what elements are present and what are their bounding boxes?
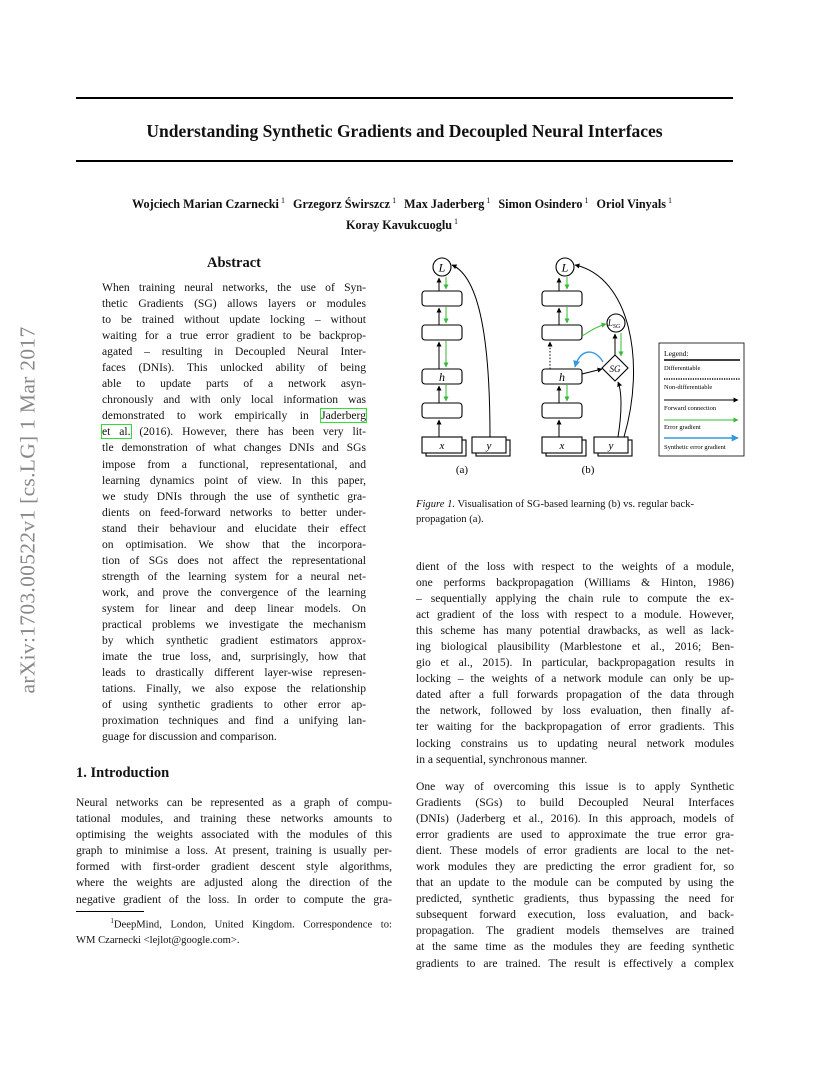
- citation-link[interactable]: et al.: [102, 425, 131, 439]
- panel-b-label: (b): [581, 464, 595, 476]
- abstract-line: able to update parts of a network asyn-: [102, 377, 366, 391]
- legend-title: Legend:: [664, 349, 689, 358]
- footnote-rule: [76, 911, 144, 912]
- author-name: Koray Kavukcuoglu: [346, 218, 452, 233]
- citation-link[interactable]: Jaderberg: [321, 409, 366, 423]
- footnote-text: DeepMind, London, United Kingdom. Correspondence to:: [113, 919, 392, 931]
- body-line: subsequent forward execution, loss evaluation, and back-: [416, 908, 734, 922]
- footnote-marker: 1: [110, 917, 114, 925]
- body-line: dated after a full forwards propagation of the data through: [416, 688, 734, 702]
- abstract-line: work, and prove the convergence of the learning: [102, 585, 366, 599]
- title-rule-bottom: [76, 160, 733, 162]
- affiliation-marker: 1: [584, 196, 589, 205]
- abstract-line: leads to drastically different layer-wise represen-: [102, 666, 366, 680]
- abstract-line: agated – resulting in Decoupled Neural Inter-: [102, 345, 366, 359]
- abstract-line: impose from a functional, representational, and: [102, 457, 366, 471]
- affiliation-marker: 1: [280, 196, 285, 205]
- abstract-line: chronously and with only local information was: [102, 393, 366, 407]
- caption-text-line: [416, 499, 694, 510]
- label-to-sg-arrow: [618, 382, 621, 437]
- intro-line: optimising the weights associated with the modules of this: [76, 828, 392, 842]
- author-name: Max Jaderberg: [404, 197, 485, 212]
- abstract-line: learning dynamics point of view. In this paper,: [102, 473, 366, 487]
- panel-b: [542, 258, 634, 476]
- right-column-paragraph-1: [416, 559, 734, 768]
- affiliation-marker: 1: [486, 196, 491, 205]
- legend-label: Synthetic error gradient: [664, 444, 726, 451]
- arxiv-identifier: [0, 280, 56, 740]
- author-name: Wojciech Marian Czarnecki: [132, 197, 279, 212]
- abstract-line: tations. Finally, we also expose the relationship: [102, 682, 366, 696]
- hidden-node-label: h: [559, 370, 565, 384]
- body-line: error gradients are used to approximate the true error gra-: [416, 828, 734, 842]
- body-line: ter waiting for the backpropagation of error gradients. This: [416, 720, 734, 734]
- abstract-line: When training neural networks, the use of Syn-: [102, 281, 366, 294]
- intro-line: where the weights are adjusted along the direction of the: [76, 876, 392, 890]
- body-line: at the same time as the modules they are feeding synthetic: [416, 940, 734, 954]
- abstract-line: faces (DNIs). This unlocked ability of being: [102, 361, 366, 375]
- abstract-line: on optimisation. We show that the incorpora-: [102, 537, 366, 551]
- arxiv-id-text: arXiv:1703.00522v1 [cs.LG] 1 Mar 2017: [15, 326, 40, 694]
- body-line: (DNIs) (Jaderberg et al., 2016). In this approach, models of: [416, 812, 734, 826]
- author-name: Grzegorz Świrszcz: [292, 197, 391, 212]
- author-name: Simon Osindero: [498, 197, 583, 212]
- body-line: work modules they are predicting the error gradient for, so: [416, 860, 734, 874]
- body-line: in a sequential, synchronous manner.: [416, 752, 588, 766]
- body-line: ing biological plausibility (Marblestone et al., 2016; Ben-: [416, 640, 734, 654]
- body-line: dient. These models of error gradients are local to the net-: [416, 844, 734, 858]
- input-x-label: x: [559, 440, 565, 452]
- label-to-loss-arrow: [575, 265, 634, 437]
- abstract-line: [102, 424, 366, 440]
- footnote-line: WM Czarnecki <lejlot@google.com>.: [76, 934, 240, 946]
- intro-line: Neural networks can be represented as a graph of compu-: [76, 796, 392, 809]
- caption-text-line-2: propagation (a).: [416, 513, 484, 525]
- right-column-paragraph-2: [416, 779, 734, 972]
- legend-label: Non-differentiable: [664, 384, 713, 391]
- body-line: – sequentially applying the chain rule to compute the ex-: [416, 592, 734, 606]
- sg-loss-label: $L_{SG}$: [607, 318, 621, 330]
- abstract-line: to be trained without update locking – without: [102, 313, 366, 327]
- figure-1-diagram: [410, 252, 750, 482]
- intro-line: tational modules, and training these networks amounts to: [76, 812, 392, 826]
- body-line: locking constrains us to updating neural network modules: [416, 736, 734, 750]
- body-line: this scheme has many potential drawbacks, as well as lack-: [416, 624, 734, 638]
- sg-node-label: SG: [609, 364, 621, 374]
- abstract-line: dients on feed-forward networks to better under-: [102, 505, 366, 519]
- panel-a-label: (a): [455, 464, 469, 476]
- body-line: predicted, synthetic gradients, thus bypassing the need for: [416, 892, 734, 906]
- module-to-sg-arrow: [582, 369, 602, 374]
- intro-line: formed with first-order gradient descent style algorithms,: [76, 860, 392, 874]
- body-line: gio et al., 2015). In particular, backpropagation results in: [416, 656, 734, 670]
- affiliation-marker: 1: [392, 196, 397, 205]
- figure-legend: [659, 343, 744, 456]
- abstract-line: strength of the learning system for a neural net-: [102, 569, 366, 583]
- abstract-line: practical problems we investigate the mechanism: [102, 617, 366, 631]
- abstract-line: by which synthetic gradient estimators approx-: [102, 634, 366, 648]
- abstract-line: guage for discussion and comparison.: [102, 730, 277, 744]
- body-line: act gradient of the loss with respect to a module. However,: [416, 608, 734, 622]
- author-name: Oriol Vinyals: [596, 197, 666, 212]
- legend-label: Forward connection: [664, 405, 717, 412]
- body-line: locking – the weights of a network module can only be up-: [416, 672, 734, 686]
- body-line: that an update to the module can be computed by using the: [416, 876, 734, 890]
- loss-node-label: L: [438, 260, 446, 275]
- module-box: [542, 325, 582, 340]
- abstract-line: waiting for a true error gradient to be backprop-: [102, 329, 366, 343]
- body-line: the network, followed by loss evaluation, then finally af-: [416, 704, 734, 718]
- legend-label: Error gradient: [664, 424, 701, 431]
- input-x-label: x: [439, 440, 445, 452]
- author-list: [76, 192, 733, 234]
- module-box: [542, 403, 582, 418]
- abstract-line-text: demonstrated to work empirically in: [102, 409, 322, 423]
- input-y-label: y: [486, 440, 492, 452]
- affiliation-marker: 1: [667, 196, 672, 205]
- error-gradient-arrow: [582, 324, 606, 336]
- affiliation-marker: 1: [453, 217, 458, 227]
- legend-label: Differentiable: [664, 365, 701, 372]
- intro-line: graph to minimise a loss. At present, training is usually per-: [76, 844, 392, 858]
- abstract-line: [102, 408, 366, 424]
- module-box: [422, 291, 462, 306]
- panel-a: [422, 258, 510, 476]
- abstract-body: [102, 280, 366, 745]
- paper-title: Understanding Synthetic Gradients and Decoupled Neural Interfaces: [146, 121, 663, 141]
- abstract-line: thetic Gradients (SG) allows layers or modules: [102, 297, 366, 311]
- caption-text: Visualisation of SG-based learning (b) vs. regular back-: [455, 499, 694, 510]
- abstract-line: imate the true loss, and, surprisingly, how that: [102, 650, 366, 664]
- abstract-line: we study DNIs through the use of synthetic gra-: [102, 489, 366, 503]
- synthetic-gradient-arrow: [575, 352, 603, 367]
- body-line: One way of overcoming this issue is to apply Synthetic: [416, 780, 734, 793]
- footnote: [76, 914, 392, 948]
- abstract-line: stand their behaviour and elucidate their effect: [102, 521, 366, 535]
- abstract-heading: Abstract: [207, 255, 261, 271]
- hidden-node-label: h: [439, 370, 445, 384]
- loss-node-label: L: [561, 260, 569, 275]
- abstract-line: tle demonstration of what changes DNIs and SGs: [102, 441, 366, 455]
- input-y-label: y: [608, 440, 614, 452]
- abstract-line: of using synthetic gradients to other error ap-: [102, 698, 366, 712]
- abstract-line: tion of SGs does not affect the representational: [102, 553, 366, 567]
- introduction-body: [76, 795, 392, 908]
- caption-label: Figure 1.: [416, 499, 456, 510]
- body-line: gradients to are trained. The result is effectively a complex: [416, 956, 734, 970]
- module-box: [422, 325, 462, 340]
- body-line: dient of the loss with respect to the weights of a module,: [416, 560, 734, 573]
- footnote-line: [76, 914, 392, 933]
- module-box: [542, 291, 582, 306]
- abstract-line: proximation techniques and find a unifying lan-: [102, 714, 366, 728]
- body-line: propagation. The gradient models themselves are trained: [416, 924, 734, 938]
- intro-line: negative gradient of the loss. In order to compute the gra-: [76, 892, 392, 906]
- abstract-line-text: (2016). However, there has been very lit-: [139, 425, 366, 439]
- abstract-line: system for linear and deep linear models. On: [102, 601, 366, 615]
- body-line: Gradients (SGs) to build Decoupled Neural Interfaces: [416, 796, 734, 810]
- section-heading-introduction: 1. Introduction: [76, 765, 170, 781]
- module-box: [422, 403, 462, 418]
- body-line: one performs backpropagation (Williams & Hinton, 1986): [416, 576, 734, 590]
- title-rule-top: [76, 97, 733, 99]
- figure-1-caption: [416, 498, 734, 527]
